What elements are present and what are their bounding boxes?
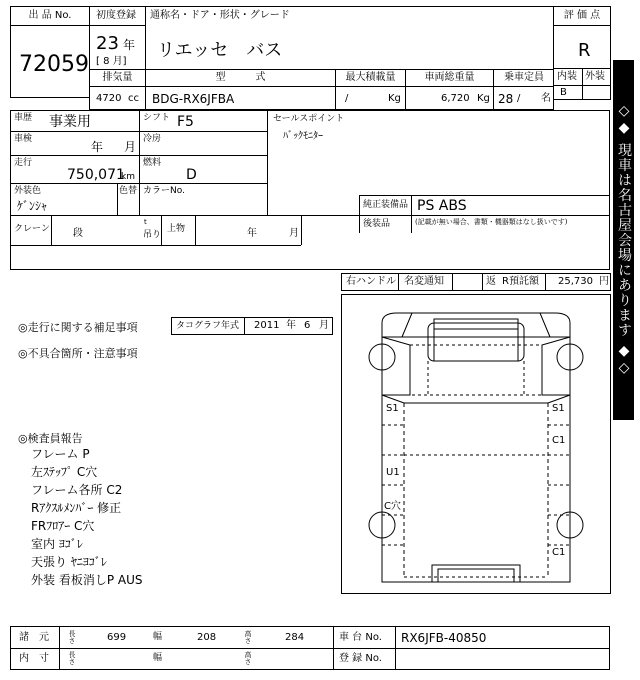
refund-prefix: 返 [486,276,496,287]
inspector-title: ◎検査員報告 [18,432,83,445]
mileage-unit: km [121,172,135,182]
dims-label: 諸 元 [19,632,49,643]
inspection-label: 車検 [14,134,33,144]
grade-label: 評 価 点 [563,10,601,21]
report-line: 外装 看板消しP AUS [31,573,143,587]
tacho-month-unit: 月 [319,320,329,331]
report-line: 室内 ﾖｺﾞﾚ [31,537,83,551]
equipment-value: PS ABS [417,198,467,214]
aftermarket-label: 後装品 [363,219,391,229]
width-label: 幅 [153,632,163,642]
crane-label: クレーン [14,224,50,234]
height-label: 高さ [244,630,252,644]
bus-outline-diagram [342,295,610,593]
inspection-year: 年 [91,140,104,154]
in-height-label: 高さ [244,651,252,665]
name-change-label: 名変通知 [404,276,444,287]
ac-label: 冷房 [143,134,162,144]
reg-year-unit: 年 [123,38,136,52]
report-line: フレーム P [31,447,90,461]
chassis-label: 車 台 No. [339,632,382,643]
damage-mark-right: S1 [552,403,565,414]
max-load-unit: Kg [388,93,401,104]
displacement-value: 4720 [96,93,122,104]
gross-weight-unit: Kg [477,93,490,104]
report-line: 天張り ﾔﾆﾖｺﾞﾚ [31,555,107,569]
reg-no-label: 登 録 No. [339,653,382,664]
reg-year: 23 [96,33,119,54]
driving-notes-title: ◎走行に関する補足事項 [18,321,138,334]
tacho-month: 6 [304,320,311,331]
report-line: FRﾌﾛｱｰ C穴 [31,519,95,533]
mount-month: 月 [289,228,299,239]
tachograph-box [171,317,333,335]
damage-diagram-frame [341,294,611,594]
model-label: 型 式 [215,72,266,83]
inspection-month: 月 [124,140,137,154]
history-value: 事業用 [49,114,91,130]
mileage-value: 750,071 [67,167,125,183]
report-line: 左ｽﾃｯﾌﾟ C穴 [31,465,98,479]
crane-step: 段 [73,228,83,239]
color-change-label: 色替 [119,186,138,196]
mount-year: 年 [247,228,257,239]
max-load-value: / [345,93,349,104]
in-width-label: 幅 [153,653,163,663]
vehicle-header-box [89,6,554,70]
exterior-grade-label: 外装 [585,71,605,82]
aftermarket-note: (記載が無い場合、書類・機器類はなし扱いです) [415,218,568,226]
shift-value: F5 [177,114,194,130]
reg-month: [ 8 月] [96,56,127,67]
equipment-label: 純正装備品 [363,200,409,210]
displacement-label: 排気量 [102,72,133,83]
chassis-value: RX6JFB-40850 [401,631,487,645]
damage-mark-left: S1 [386,403,399,414]
location-banner: ◇◆ 現車は名古屋会場にあります ◆◇ [613,60,634,420]
displacement-unit: cc [128,93,139,104]
length-label: 長さ [68,630,76,644]
interior-grade-value: B [560,87,567,98]
report-line: Rｱｸｽﾙﾒﾝﾊﾞｰ 修正 [31,501,122,515]
crane-hang: 吊り [143,230,162,240]
gross-weight-label: 車両総重量 [424,72,475,83]
capacity-label: 乗車定員 [504,72,544,83]
tacho-year-unit: 年 [286,320,296,331]
color-code-label: カラーNo. [143,186,185,196]
mount-label: 上物 [167,224,186,234]
status-row [341,273,611,291]
grade-box [553,6,611,100]
length-value: 699 [107,632,127,643]
grade-value: R [578,40,591,61]
defects-title: ◎不具合箇所・注意事項 [18,347,138,360]
rhd-badge: 右ハンドル [346,276,396,287]
fuel-label: 燃料 [143,158,162,168]
report-line: フレーム各所 C2 [31,483,123,497]
recycle-label: R預託額 [502,276,539,287]
damage-mark-left: C穴 [384,501,401,512]
model-value: BDG-RX6JFBA [152,92,235,106]
in-length-label: 長さ [68,651,76,665]
reg-label: 初度登録 [96,10,136,21]
recycle-value: 25,730 [558,276,593,287]
lot-number-box [10,6,90,98]
capacity-sep: / [517,93,521,104]
mileage-label: 走行 [14,158,33,168]
interior-grade-label: 内装 [557,71,577,82]
height-value: 284 [285,632,305,643]
tacho-label: タコグラフ年式 [176,321,240,331]
ext-color-value: ｹﾞﾝｼｬ [17,199,48,213]
capacity-unit: 名 [541,93,551,104]
damage-mark-right: C1 [552,435,566,446]
ext-color-label: 外装色 [14,186,42,196]
capacity-value: 28 [498,92,514,106]
width-value: 208 [197,632,217,643]
fuel-value: D [186,167,197,183]
car-name-label: 通称名・ドア・形状・グレード [150,10,290,21]
footer-table [10,626,610,670]
history-label: 車歴 [14,113,33,123]
sales-point-value: ﾊﾞｯｸﾓﾆﾀｰ [283,131,323,142]
details-grid [10,110,610,270]
gross-weight-value: 6,720 [441,93,470,104]
shift-label: シフト [143,113,171,123]
max-load-label: 最大積載量 [345,72,396,83]
interior-dims-label: 内 寸 [19,653,49,664]
damage-mark-right: C1 [552,547,566,558]
car-name: リエッセ バス [157,40,283,61]
lot-label: 出 品 No. [28,10,72,21]
crane-ton: t [144,218,147,226]
recycle-unit: 円 [599,276,609,287]
sales-point-label: セールスポイント [273,114,345,124]
tacho-year: 2011 [254,320,280,331]
lot-number: 72059 [19,52,89,77]
specs-table [89,69,554,110]
damage-mark-left: U1 [386,467,400,478]
